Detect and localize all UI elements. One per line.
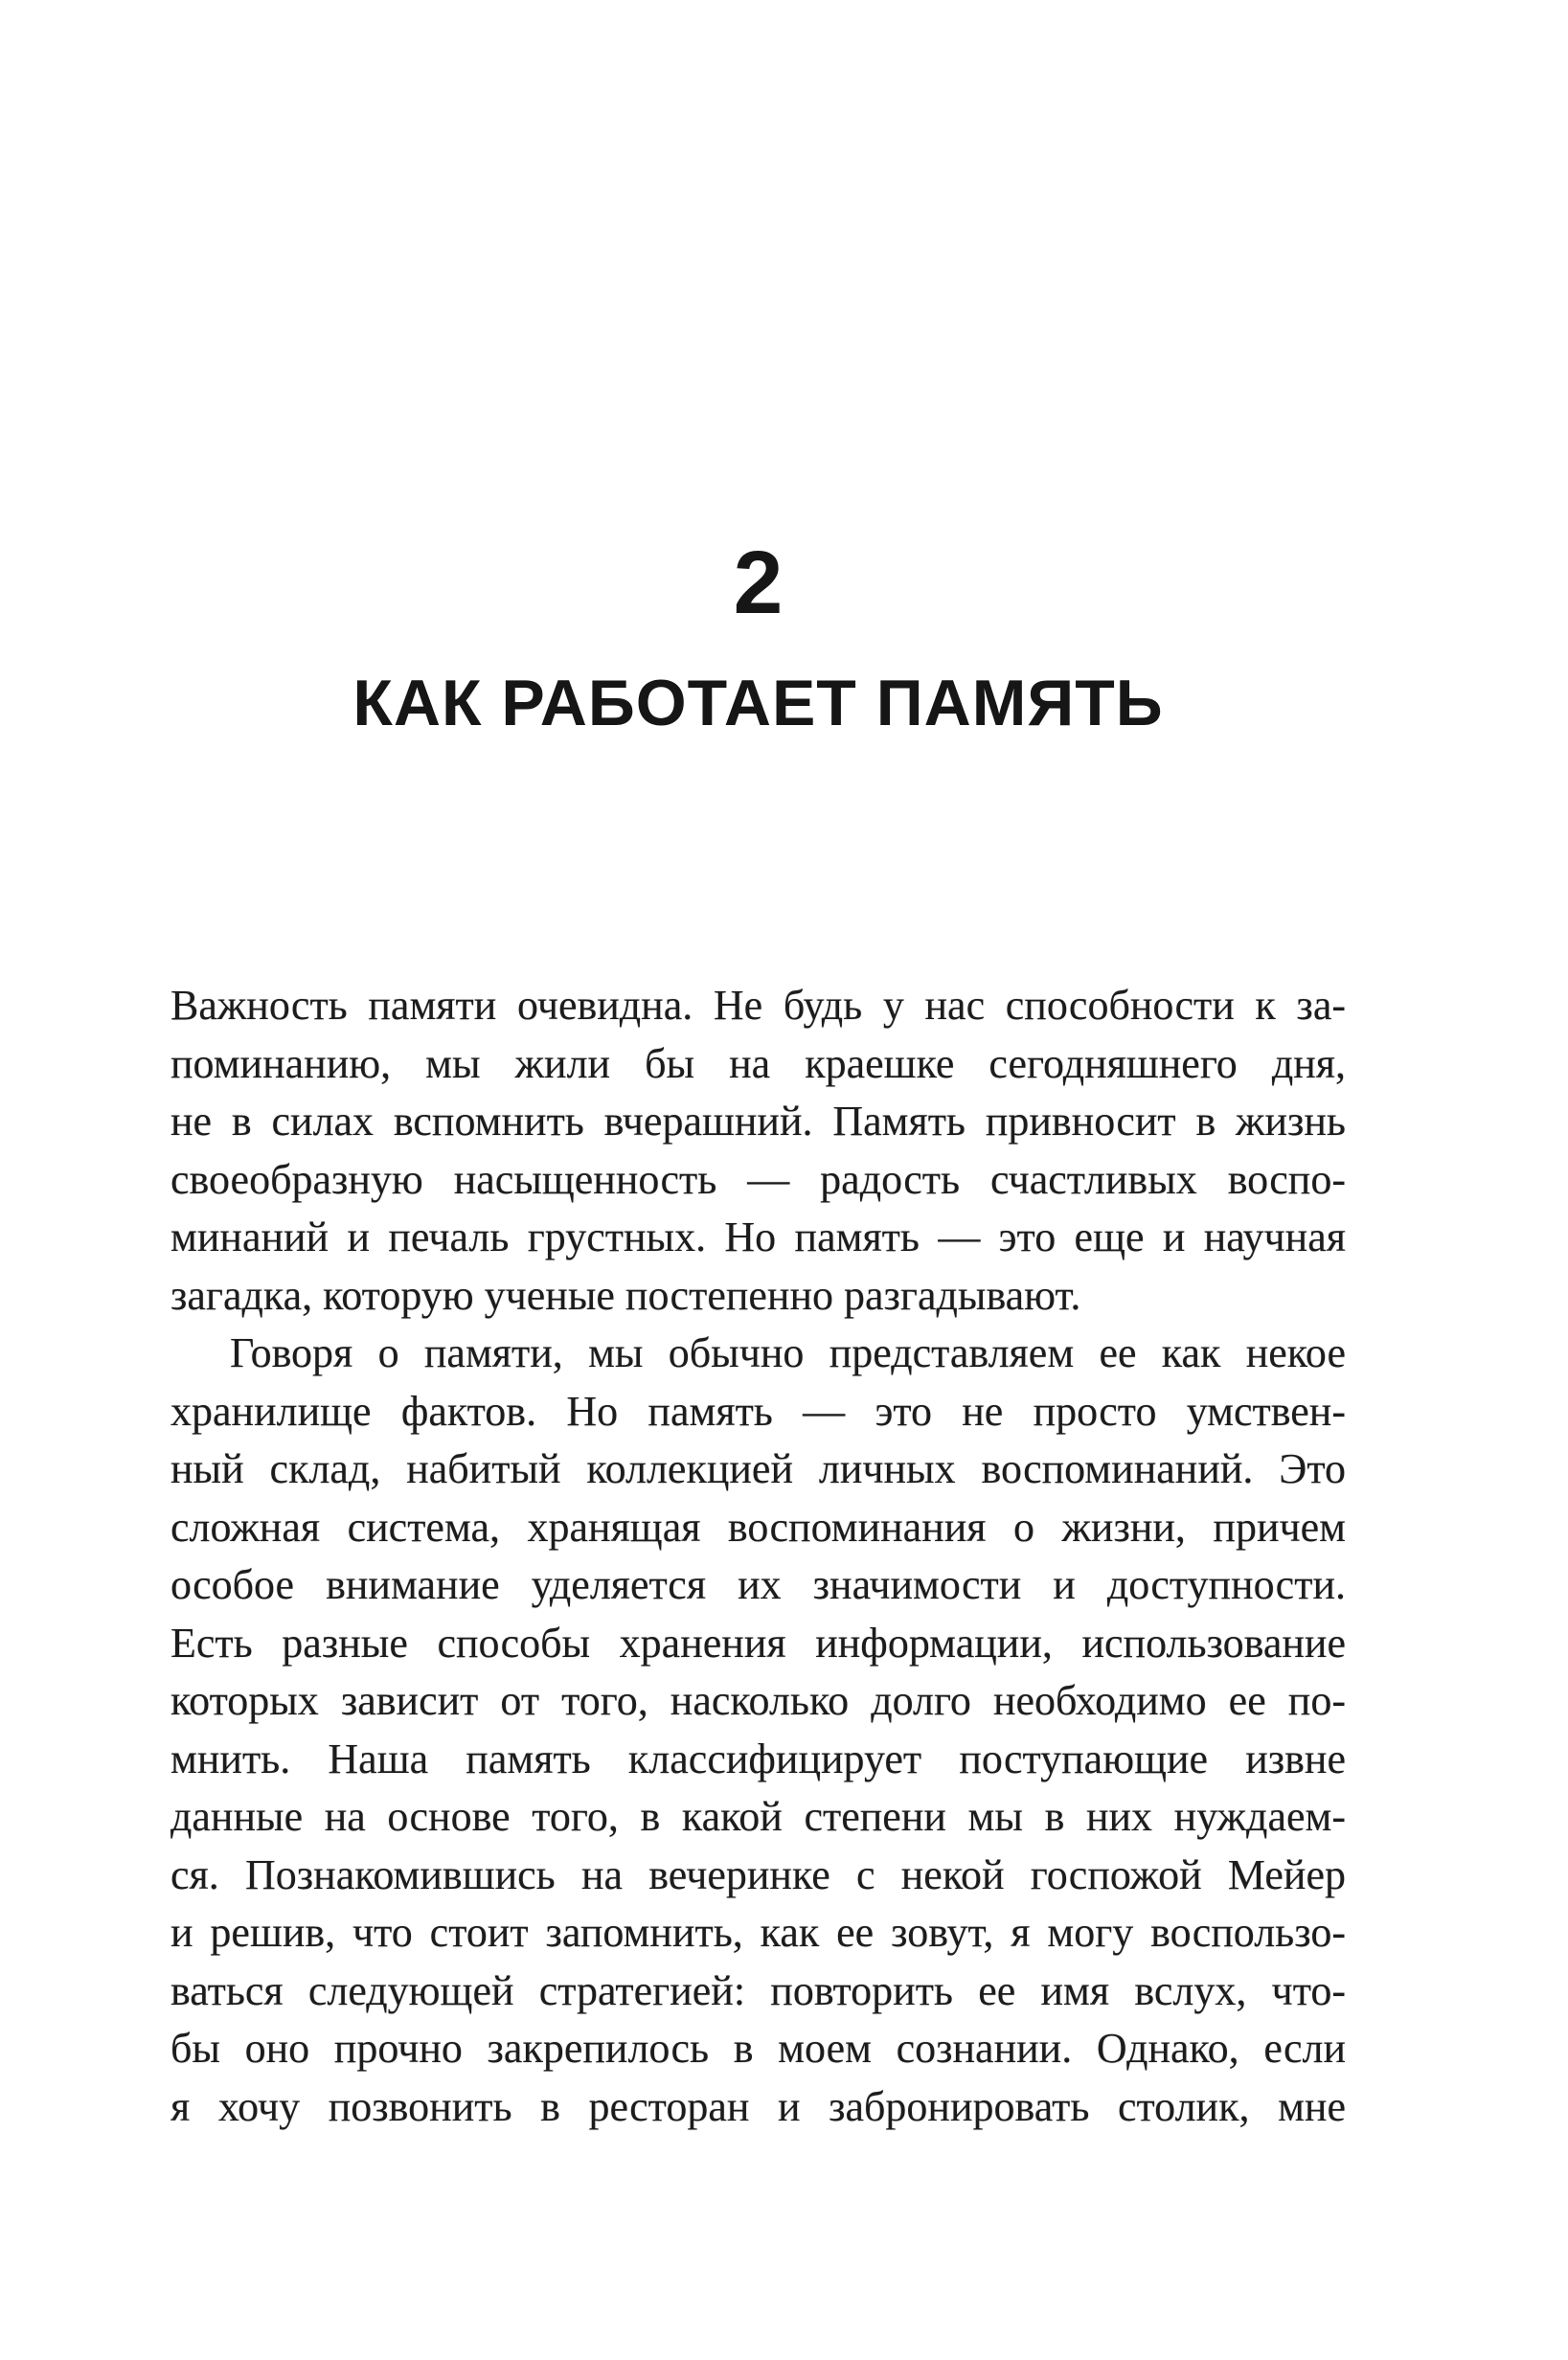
text-line: и решив, что стоит запомнить, как ее зовут, я могу воспользо-	[170, 1909, 1346, 1956]
text-line: Есть разные способы хранения информации, использование	[170, 1619, 1346, 1667]
text-line: я хочу позвонить в ресторан и забронировать столик, мне	[170, 2082, 1346, 2130]
text-line: Говоря о памяти, мы обычно представляем ее как некое	[230, 1329, 1346, 1376]
chapter-title: КАК РАБОТАЕТ ПАМЯТЬ	[352, 667, 1164, 739]
body-text	[170, 977, 1346, 2136]
text-line: ваться следующей стратегией: повторить ее имя вслух, что-	[170, 1966, 1346, 2014]
text-line: своеобразную насыщенность — радость счастливых воспо-	[170, 1155, 1346, 1203]
chapter-number: 2	[733, 533, 784, 632]
text-line: сложная система, хранящая воспоминания о жизни, причем	[170, 1503, 1346, 1551]
text-line: хранилище фактов. Но память — это не просто умствен-	[170, 1387, 1346, 1435]
text-line: данные на основе того, в какой степени мы в них нуждаем-	[170, 1793, 1346, 1840]
text-line: минаний и печаль грустных. Но память — это еще и научная	[170, 1214, 1346, 1260]
paragraph	[170, 977, 1346, 1325]
text-line: ный склад, набитый коллекцией личных воспоминаний. Это	[170, 1445, 1346, 1492]
text-line: бы оно прочно закрепилось в моем сознании. Однако, если	[170, 2025, 1346, 2072]
text-line: которых зависит от того, насколько долго необходимо ее по-	[170, 1677, 1346, 1724]
text-line: загадка, которую ученые постепенно разгадывают.	[170, 1271, 1081, 1319]
text-line: ся. Познакомившись на вечеринке с некой госпожой Мейер	[170, 1850, 1346, 1898]
text-line: мнить. Наша память классифицирует поступающие извне	[170, 1735, 1346, 1782]
text-line: не в силах вспомнить вчерашний. Память привносит в жизнь	[170, 1098, 1346, 1145]
text-line: особое внимание уделяется их значимости и доступности.	[170, 1561, 1346, 1608]
text-line: Важность памяти очевидна. Не будь у нас способности к за-	[170, 982, 1346, 1029]
text-line: поминанию, мы жили бы на краешке сегодняшнего дня,	[170, 1039, 1346, 1087]
paragraph	[170, 1325, 1346, 2136]
